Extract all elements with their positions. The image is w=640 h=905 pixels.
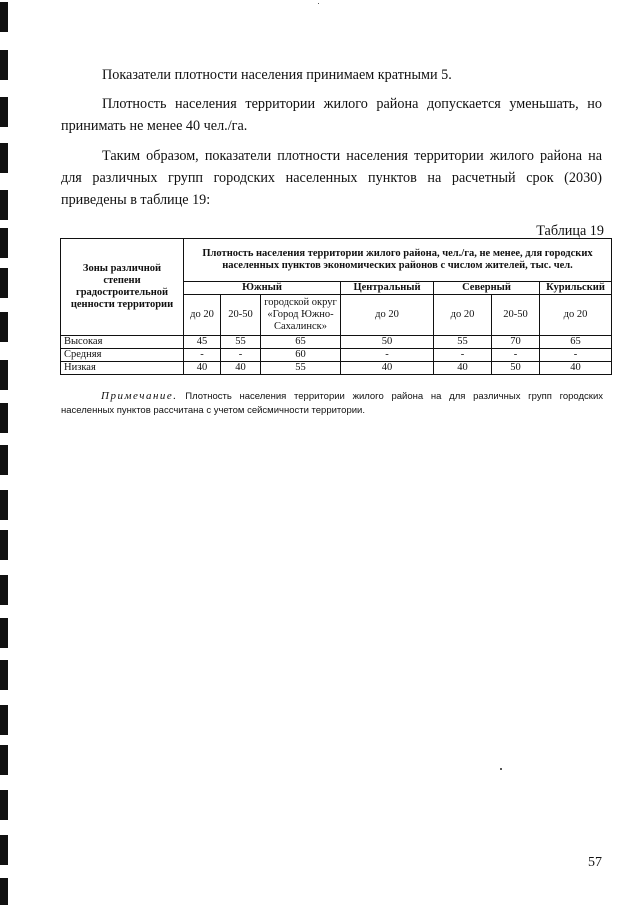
density-value: 40 [434, 362, 492, 375]
subheader-cell: до 20 [540, 295, 612, 336]
region-header-central: Центральный [341, 282, 434, 295]
density-value: 50 [492, 362, 540, 375]
note-text: Плотность населения территории жилого района на для различных групп городских населенных пунктов рассчитана с учетом сейсмичности территории. [61, 391, 604, 416]
density-table [60, 238, 612, 375]
density-value: 40 [341, 362, 434, 375]
density-value: - [221, 349, 261, 362]
binding-mark [0, 835, 8, 865]
zone-header: Зоны различной степени градостроительной ценности территории [61, 239, 184, 336]
subheader-cell: до 20 [341, 295, 434, 336]
region-header-north: Северный [434, 282, 540, 295]
paragraph-density-multiples: Показатели плотности населения принимаем кратными 5. [102, 67, 452, 83]
zone-label: Высокая [61, 336, 184, 349]
binding-mark [0, 97, 8, 127]
binding-mark [0, 660, 8, 690]
table-row [61, 362, 612, 375]
subheader-cell: городской округ «Город Южно-Сахалинск» [261, 295, 341, 336]
density-value: - [492, 349, 540, 362]
binding-mark [0, 50, 8, 80]
region-header-south: Южный [184, 282, 341, 295]
table-row [61, 336, 612, 349]
binding-mark [0, 705, 8, 735]
binding-mark [0, 745, 8, 775]
subheader-cell: до 20 [434, 295, 492, 336]
binding-mark [0, 575, 8, 605]
binding-mark [0, 2, 8, 32]
density-value: - [540, 349, 612, 362]
binding-mark [0, 490, 8, 520]
page-number: 57 [588, 855, 602, 870]
binding-mark [0, 445, 8, 475]
density-value: 55 [434, 336, 492, 349]
zone-label: Низкая [61, 362, 184, 375]
table-caption: Таблица 19 [536, 223, 604, 239]
density-value: 65 [261, 336, 341, 349]
binding-mark [0, 360, 8, 390]
density-value: - [434, 349, 492, 362]
zone-label: Средняя [61, 349, 184, 362]
density-value: 40 [221, 362, 261, 375]
binding-mark [0, 403, 8, 433]
paragraph-density-minimum: Плотность населения территории жилого района допускается уменьшать, но принимать не менее 40 чел./га. [61, 96, 602, 134]
binding-mark [0, 878, 8, 905]
density-value: - [341, 349, 434, 362]
binding-mark [0, 268, 8, 298]
density-value: 40 [184, 362, 221, 375]
subheader-cell: до 20 [184, 295, 221, 336]
binding-mark [0, 530, 8, 560]
binding-mark [0, 228, 8, 258]
note-label: Примечание. [101, 390, 178, 402]
density-value: 45 [184, 336, 221, 349]
paragraph-density-summary: Таким образом, показатели плотности населения территории жилого района на для различных групп городских населенных пунктов на расчетный срок (2030) приведены в таблице 19: [61, 148, 602, 208]
binding-mark [0, 312, 8, 342]
table-row [61, 349, 612, 362]
subheader-cell: 20-50 [221, 295, 261, 336]
binding-mark [0, 143, 8, 173]
binding-mark [0, 790, 8, 820]
binding-mark [0, 190, 8, 220]
binding-mark [0, 618, 8, 648]
scan-speck [500, 768, 502, 770]
density-value: 40 [540, 362, 612, 375]
density-value: 65 [540, 336, 612, 349]
density-value: - [184, 349, 221, 362]
density-value: 70 [492, 336, 540, 349]
scan-speck [318, 3, 319, 4]
density-value: 55 [221, 336, 261, 349]
table-note [61, 389, 603, 418]
density-value: 55 [261, 362, 341, 375]
subheader-cell: 20-50 [492, 295, 540, 336]
main-header: Плотность населения территории жилого района, чел./га, не менее, для городских населенных пунктов экономических районов с числом жителей, тыс. чел. [184, 239, 612, 282]
density-value: 60 [261, 349, 341, 362]
density-value: 50 [341, 336, 434, 349]
region-header-kuril: Курильский [540, 282, 612, 295]
